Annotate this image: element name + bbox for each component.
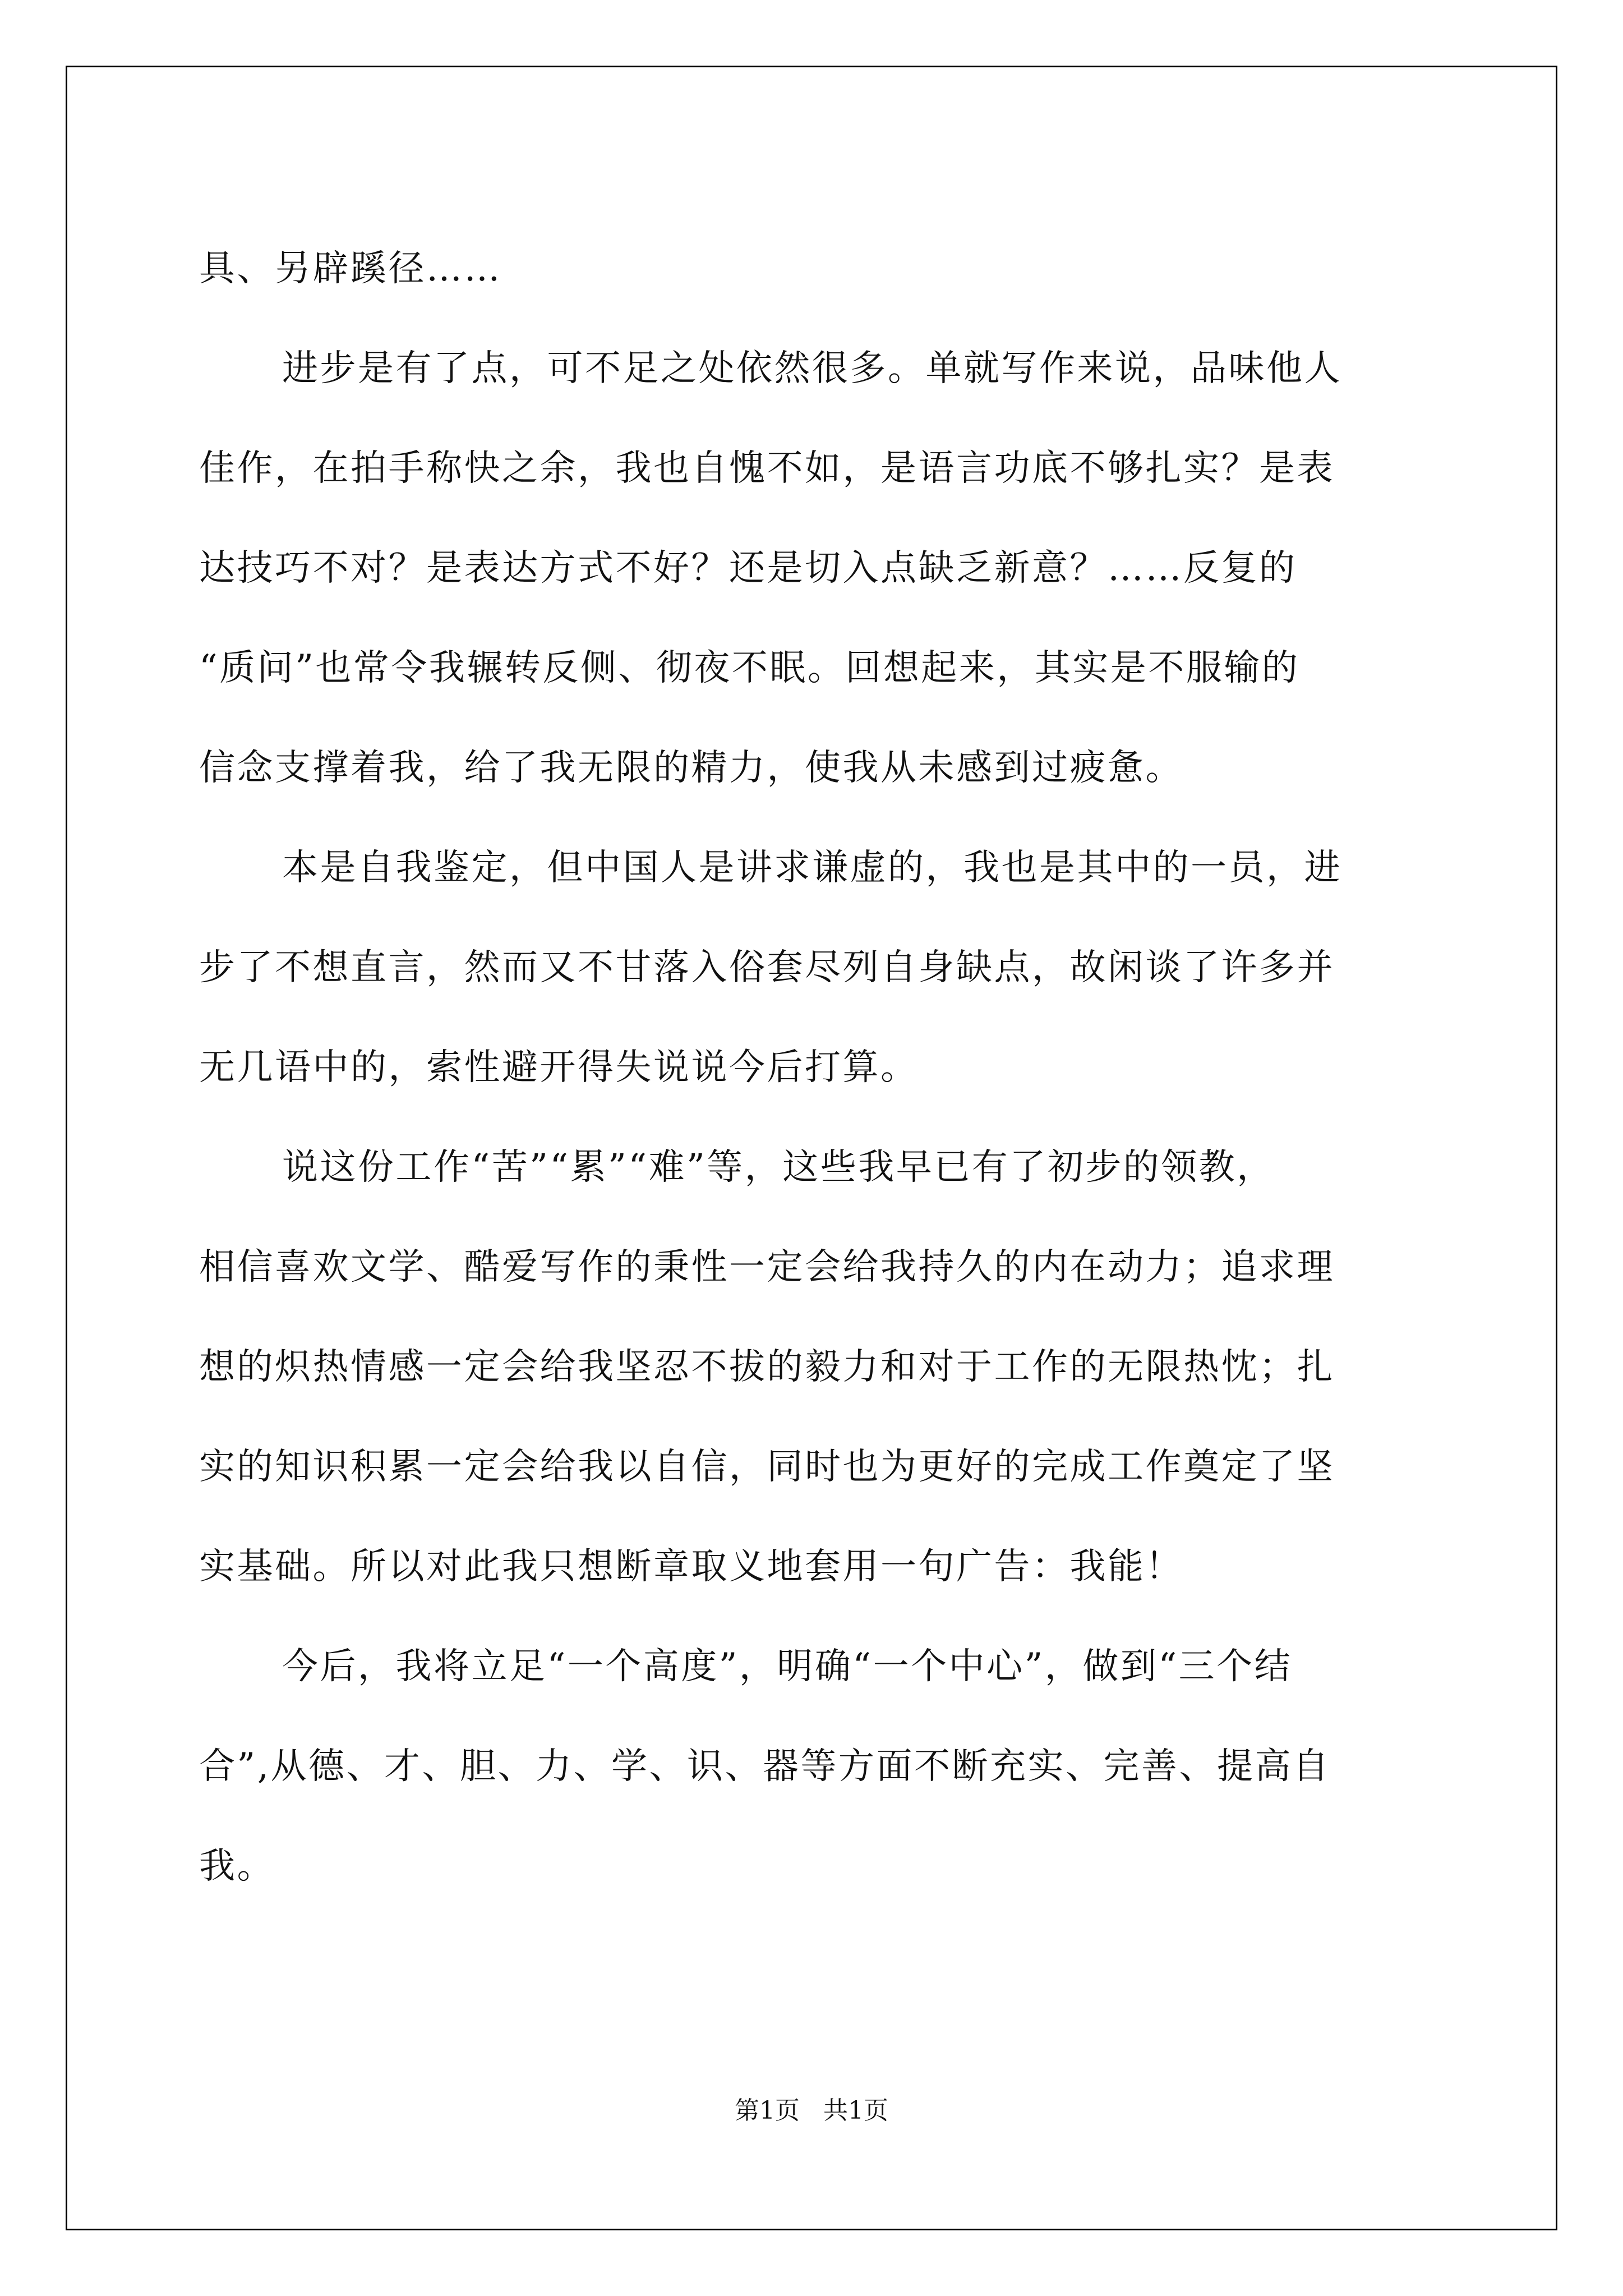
text-line: 无几语中的，索性避开得失说说今后打算。: [199, 1047, 919, 1088]
text-line: 实的知识积累一定会给我以自信，同时也为更好的完成工作奠定了坚: [199, 1446, 1335, 1488]
page-number-label: 第1页 共1页: [735, 2096, 888, 2125]
text-line: 今后，我将立足“一个高度”，明确“一个中心”，做到“三个结: [282, 1646, 1293, 1687]
text-line: 信念支撑着我，给了我无限的精力，使我从未感到过疲惫。: [199, 747, 1183, 789]
text-line: 我。: [199, 1846, 275, 1887]
page-footer: [0, 2094, 1623, 2128]
text-line: 说这份工作“苦”“累”“难”等，这些我早已有了初步的领教，: [282, 1147, 1275, 1188]
text-line: 相信喜欢文学、酷爱写作的秉性一定会给我持久的内在动力；追求理: [199, 1246, 1335, 1288]
text-line: 达技巧不对？是表达方式不好？还是切入点缺乏新意？……反复的: [199, 547, 1297, 589]
text-line: “质问”也常令我辗转反侧、彻夜不眠。回想起来，其实是不服输的: [199, 647, 1300, 689]
text-line: 进步是有了点，可不足之处依然很多。单就写作来说，品味他人: [282, 348, 1342, 389]
text-line: 想的炽热情感一定会给我坚忍不拔的毅力和对于工作的无限热忱；扎: [199, 1346, 1335, 1388]
text-line: 佳作，在拍手称快之余，我也自愧不如，是语言功底不够扎实？是表: [199, 448, 1335, 489]
document-body: [199, 219, 1433, 1916]
text-line: 实基础。所以对此我只想断章取义地套用一句广告：我能！: [199, 1546, 1183, 1588]
text-line: 具、另辟蹊径……: [199, 248, 502, 289]
text-line: 本是自我鉴定，但中国人是讲求谦虚的，我也是其中的一员，进: [282, 847, 1342, 889]
text-line: 步了不想直言，然而又不甘落入俗套尽列自身缺点，故闲谈了许多并: [199, 947, 1335, 988]
text-line: 合”,从德、才、胆、力、学、识、器等方面不断充实、完善、提高自: [199, 1746, 1331, 1787]
